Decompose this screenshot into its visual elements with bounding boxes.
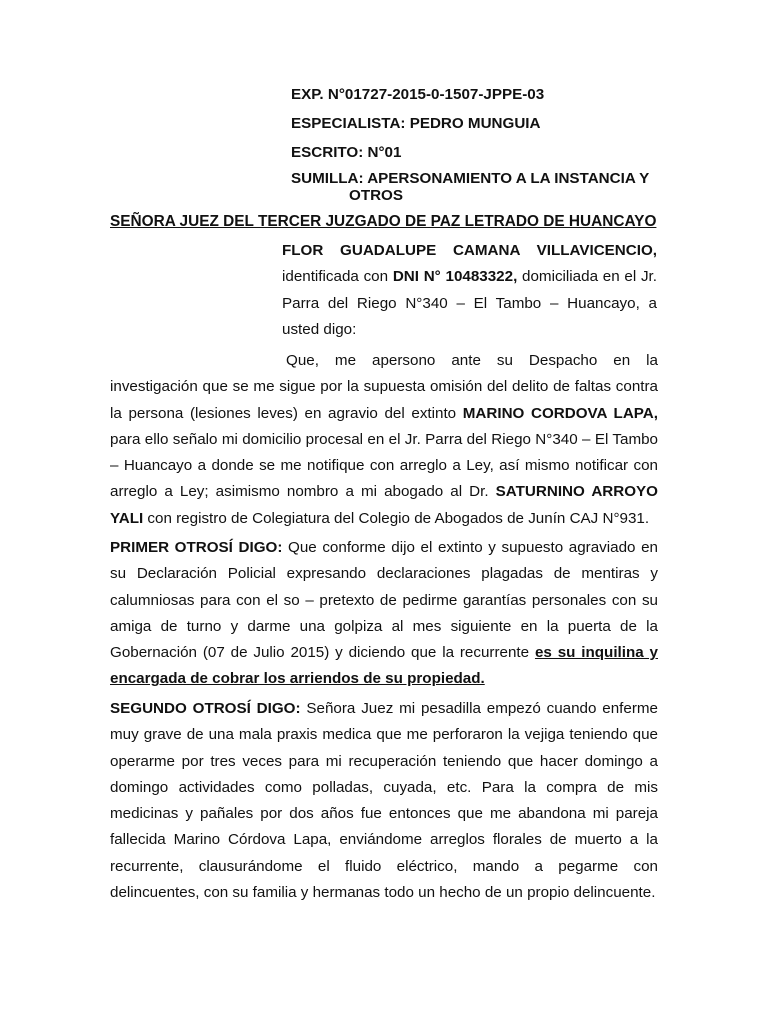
victim-name: MARINO CORDOVA LAPA,: [462, 404, 658, 422]
primer-text: Que conforme dijo el extinto y supuesto agraviado en su Declaración Policial expresando declaraciones plagadas de mentiras y calumniosas para con el so – pretexto de pedirme garantías personales con su amiga de turno y darme una golpiza al mes siguiente en la puerta de la Gobernación (07 de Julio 2015) y diciendo que la recurrente: [110, 539, 658, 662]
party-text-1: identificada con: [282, 268, 393, 286]
party-dni: DNI N° 10483322,: [392, 268, 518, 286]
main-text-1: Que, me apersono ante su Despacho en la investigación que se me sigue por la supuesta omisión del delito de faltas contra la persona (lesiones leves) en agravio del extinto: [110, 352, 658, 422]
segundo-text: Señora Juez mi pesadilla empezó cuando enferme muy grave de una mala praxis medica que me perforaron la vejiga teniendo que operarme por tres veces para mi recuperación teniendo que hacer domingo a domingo actividades como polladas, cuyada, etc. Para la compra de mis medicinas y pañales por dos años fue entonces que me abandona mi pareja fallecida Marino Córdova Lapa, enviándome arreglos florales de muerto a la recurrente, clausurándome el fluido eléctrico, mando a pegarme con delincuentes, con su familia y hermanas todo un hecho de un propio delincuente.: [110, 700, 659, 902]
lawyer-name: SATURNINO ARROYO YALI: [110, 483, 658, 527]
primer-otrosi-paragraph: [110, 535, 658, 693]
main-text-3: con registro de Colegiatura del Colegio de Abogados de Junín CAJ N°931.: [143, 509, 650, 527]
party-name: FLOR GUADALUPE CAMANA VILLAVICENCIO,: [282, 242, 657, 259]
party-text-2: domiciliada en el Jr. Parra del Riego N°340 – El Tambo – Huancayo, a usted digo:: [282, 268, 657, 338]
main-paragraph: [110, 348, 658, 532]
sumilla-line-1: SUMILLA: APERSONAMIENTO A LA INSTANCIA Y: [291, 170, 650, 187]
especialista-line: ESPECIALISTA: PEDRO MUNGUIA: [291, 115, 541, 132]
addressee-heading: SEÑORA JUEZ DEL TERCER JUZGADO DE PAZ LETRADO DE HUANCAYO: [110, 213, 657, 230]
segundo-otrosi-paragraph: [110, 696, 658, 906]
segundo-otrosi-label: SEGUNDO OTROSÍ DIGO:: [110, 700, 301, 717]
primer-otrosi-label: PRIMER OTROSÍ DIGO:: [110, 539, 283, 556]
primer-emphasis: es su inquilina y encargada de cobrar los arriendos de su propiedad.: [110, 644, 659, 688]
escrito-number: ESCRITO: N°01: [291, 144, 402, 161]
main-text-2: para ello señalo mi domicilio procesal en el Jr. Parra del Riego N°340 – El Tambo – Huancayo a donde se me notifique con arreglo a Ley, así mismo notificar con arreglo a Ley; asimismo nombro a mi abogado al Dr.: [110, 430, 658, 501]
sumilla-line-2: OTROS: [349, 187, 404, 204]
party-identification: [282, 238, 657, 343]
expediente-number: EXP. N°01727-2015-0-1507-JPPE-03: [291, 86, 545, 103]
